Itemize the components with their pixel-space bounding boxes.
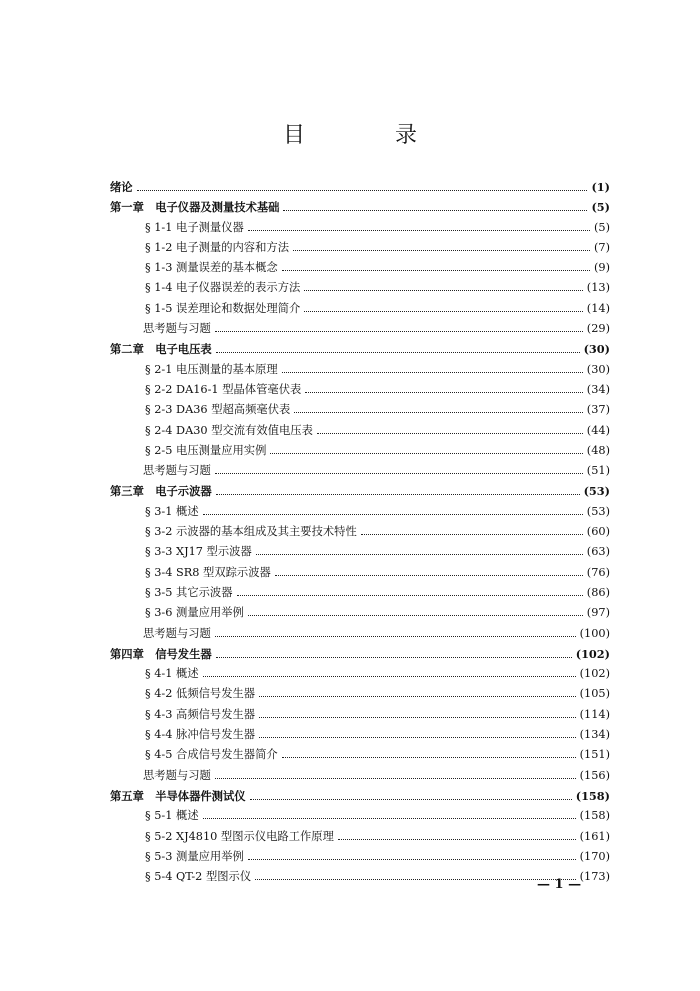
toc-entry-title: 第五章 半导体器件测试仪: [110, 788, 246, 803]
dot-leader: [305, 392, 583, 393]
dot-leader: [283, 210, 587, 211]
toc-entry-page: (7): [593, 240, 610, 254]
toc-entry-title: § 5-1 概述: [145, 809, 199, 823]
toc-entry-title: § 2-3 DA36 型超高频毫伏表: [145, 403, 291, 417]
toc-chapter-entry: [110, 644, 610, 664]
toc-entry-title: § 1-2 电子测量的内容和方法: [145, 240, 289, 254]
toc-section-entry: [110, 522, 610, 542]
toc-section-entry: [110, 238, 610, 258]
toc-entry-page: (9): [593, 261, 610, 275]
toc-entry-title: § 2-4 DA30 型交流有效值电压表: [145, 423, 313, 437]
toc-entry-page: (161): [579, 829, 610, 843]
toc-chapter-entry: [110, 197, 610, 217]
dot-leader: [304, 290, 583, 291]
toc-entry-title: § 3-4 SR8 型双踪示波器: [145, 565, 271, 579]
toc-section-entry: [110, 583, 610, 603]
toc-section-entry: [110, 867, 610, 887]
toc-section-entry: [110, 218, 610, 238]
toc-section-entry: [110, 421, 610, 441]
dot-leader: [304, 311, 583, 312]
toc-entry-title: § 1-5 误差理论和数据处理简介: [145, 301, 301, 315]
toc-entry-page: (13): [586, 281, 610, 295]
toc-entry-page: (105): [579, 687, 610, 701]
toc-entry-page: (37): [586, 403, 610, 417]
toc-entry-title: § 4-5 合成信号发生器简介: [145, 748, 278, 762]
toc-entry-title: § 5-2 XJ4810 型图示仪电路工作原理: [145, 829, 334, 843]
dot-leader: [282, 757, 576, 758]
toc-entry-page: (158): [575, 788, 610, 803]
toc-section-entry: [110, 664, 610, 684]
toc-entry-page: (30): [586, 362, 610, 376]
dot-leader: [216, 494, 580, 495]
toc-entry-title: § 2-1 电压测量的基本原理: [145, 362, 278, 376]
toc-entry-title: 思考题与习题: [143, 322, 211, 336]
toc-entry-page: (102): [575, 646, 610, 661]
toc-section-entry: [110, 725, 610, 745]
toc-entry-page: (5): [591, 200, 610, 215]
toc-entry-page: (173): [579, 870, 610, 884]
toc-entry-title: § 4-1 概述: [145, 667, 199, 681]
toc-entry-title: § 2-5 电压测量应用实例: [145, 443, 267, 457]
table-of-contents: [110, 177, 610, 887]
dot-leader: [338, 839, 576, 840]
toc-entry-title: 第二章 电子电压表: [110, 342, 212, 357]
dot-leader: [270, 453, 582, 454]
toc-entry-page: (30): [583, 342, 610, 357]
toc-entry-page: (51): [586, 464, 610, 478]
toc-entry-title: § 4-2 低频信号发生器: [145, 687, 256, 701]
toc-entry-page: (29): [586, 322, 610, 336]
toc-entry-title: 思考题与习题: [143, 464, 211, 478]
toc-section-entry: [110, 847, 610, 867]
toc-entry-page: (102): [579, 667, 610, 681]
toc-entry-page: (97): [586, 606, 610, 620]
toc-entry-title: § 1-3 测量误差的基本概念: [145, 261, 278, 275]
toc-section-entry: [110, 380, 610, 400]
toc-entry-title: 第三章 电子示波器: [110, 484, 212, 499]
toc-entry-title: § 3-1 概述: [145, 504, 199, 518]
toc-exercise-entry: [110, 319, 610, 339]
dot-leader: [248, 230, 590, 231]
dot-leader: [282, 372, 583, 373]
dot-leader: [256, 554, 583, 555]
toc-section-entry: [110, 502, 610, 522]
toc-exercise-entry: [110, 461, 610, 481]
toc-entry-title: 第一章 电子仪器及测量技术基础: [110, 200, 280, 215]
toc-entry-page: (151): [579, 748, 610, 762]
toc-entry-title: § 5-3 测量应用举例: [145, 849, 244, 863]
toc-section-entry: [110, 278, 610, 298]
dot-leader: [215, 778, 576, 779]
toc-entry-page: (134): [579, 728, 610, 742]
toc-entry-page: (114): [579, 707, 610, 721]
toc-chapter-entry: [110, 177, 610, 197]
dot-leader: [237, 595, 583, 596]
toc-entry-page: (14): [586, 301, 610, 315]
toc-exercise-entry: [110, 624, 610, 644]
toc-entry-title: § 1-4 电子仪器误差的表示方法: [145, 281, 301, 295]
toc-section-entry: [110, 563, 610, 583]
toc-entry-title: § 2-2 DA16-1 型晶体管毫伏表: [145, 382, 302, 396]
dot-leader: [293, 250, 590, 251]
toc-entry-page: (53): [586, 504, 610, 518]
toc-entry-page: (158): [579, 809, 610, 823]
toc-entry-title: 思考题与习题: [143, 768, 211, 782]
toc-chapter-entry: [110, 481, 610, 501]
toc-section-entry: [110, 745, 610, 765]
toc-entry-title: 第四章 信号发生器: [110, 646, 212, 661]
toc-entry-page: (170): [579, 849, 610, 863]
dot-leader: [215, 636, 576, 637]
toc-entry-title: § 3-2 示波器的基本组成及其主要技术特性: [145, 525, 357, 539]
page-title: 目 录: [282, 123, 451, 148]
toc-section-entry: [110, 299, 610, 319]
toc-entry-title: § 3-5 其它示波器: [145, 585, 233, 599]
toc-entry-page: (100): [579, 626, 610, 640]
dot-leader: [248, 859, 576, 860]
toc-entry-title: 思考题与习题: [143, 626, 211, 640]
dot-leader: [215, 331, 583, 332]
toc-entry-title: § 1-1 电子测量仪器: [145, 220, 244, 234]
toc-entry-page: (76): [586, 565, 610, 579]
toc-entry-page: (60): [586, 525, 610, 539]
toc-entry-page: (34): [586, 382, 610, 396]
toc-entry-page: (86): [586, 585, 610, 599]
toc-entry-title: § 4-4 脉冲信号发生器: [145, 728, 256, 742]
toc-section-entry: [110, 827, 610, 847]
toc-entry-title: § 4-3 高频信号发生器: [145, 707, 256, 721]
toc-entry-page: (44): [586, 423, 610, 437]
toc-section-entry: [110, 360, 610, 380]
toc-section-entry: [110, 806, 610, 826]
toc-section-entry: [110, 258, 610, 278]
dot-leader: [216, 657, 572, 658]
toc-entry-title: § 3-6 测量应用举例: [145, 606, 244, 620]
toc-section-entry: [110, 684, 610, 704]
dot-leader: [255, 879, 575, 880]
toc-entry-page: (48): [586, 443, 610, 457]
dot-leader: [203, 514, 583, 515]
toc-section-entry: [110, 441, 610, 461]
dot-leader: [215, 473, 583, 474]
dot-leader: [259, 696, 576, 697]
dot-leader: [137, 190, 588, 191]
toc-entry-page: (1): [591, 180, 610, 194]
dot-leader: [203, 818, 576, 819]
dot-leader: [282, 270, 590, 271]
dot-leader: [203, 676, 576, 677]
dot-leader: [259, 737, 576, 738]
toc-section-entry: [110, 705, 610, 725]
dot-leader: [317, 433, 583, 434]
dot-leader: [259, 717, 576, 718]
dot-leader: [275, 575, 583, 576]
dot-leader: [361, 534, 583, 535]
dot-leader: [248, 615, 583, 616]
page-number: — 1 —: [537, 877, 582, 892]
dot-leader: [250, 799, 572, 800]
dot-leader: [294, 412, 583, 413]
toc-section-entry: [110, 400, 610, 420]
toc-entry-page: (5): [593, 220, 610, 234]
toc-chapter-entry: [110, 786, 610, 806]
toc-exercise-entry: [110, 766, 610, 786]
toc-entry-page: (63): [586, 545, 610, 559]
toc-section-entry: [110, 603, 610, 623]
toc-section-entry: [110, 542, 610, 562]
toc-entry-page: (53): [583, 484, 610, 499]
dot-leader: [216, 352, 580, 353]
toc-entry-title: 绪论: [110, 180, 133, 194]
toc-chapter-entry: [110, 339, 610, 359]
toc-entry-title: § 5-4 QT-2 型图示仪: [145, 870, 252, 884]
toc-entry-page: (156): [579, 768, 610, 782]
toc-entry-title: § 3-3 XJ17 型示波器: [145, 545, 252, 559]
